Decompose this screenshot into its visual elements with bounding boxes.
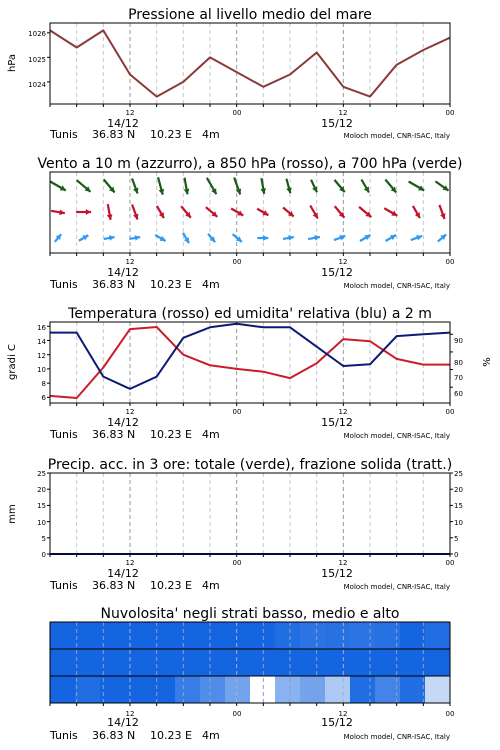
cloud-cell xyxy=(250,622,276,649)
location-name: Tunis xyxy=(50,729,78,742)
x-tick-label: 12 xyxy=(125,258,135,266)
x-tick-label: 00 xyxy=(232,258,242,266)
precipitation-ytick-right: 5 xyxy=(454,535,459,543)
cloud-cover-panel xyxy=(49,606,454,742)
pressure-frame xyxy=(50,23,450,104)
temperature-ytick: 10 xyxy=(37,366,46,374)
cloud-cell xyxy=(225,622,251,649)
wind-panel xyxy=(37,156,462,291)
location-lon: 10.23 E xyxy=(150,729,192,742)
model-credit: Moloch model, CNR-ISAC, Italy xyxy=(343,583,450,591)
precipitation-gridlines xyxy=(50,473,450,557)
location-lat: 36.83 N xyxy=(92,428,136,441)
humidity-ytick: 60 xyxy=(454,390,463,398)
cloud-cell xyxy=(125,649,151,676)
pressure-panel xyxy=(7,7,454,141)
location-elev: 4m xyxy=(202,729,220,742)
cloud-cell xyxy=(300,649,326,676)
precipitation-yticks xyxy=(37,470,463,559)
humidity-ylabel: % xyxy=(482,357,493,367)
wind-arrow-head xyxy=(263,235,268,241)
x-tick-label: 00 xyxy=(232,559,242,567)
location-lon: 10.23 E xyxy=(150,128,192,141)
pressure-gridlines xyxy=(50,23,450,107)
date-label: 15/12 xyxy=(321,567,353,580)
model-credit: Moloch model, CNR-ISAC, Italy xyxy=(343,132,450,140)
temperature-gridlines xyxy=(50,322,450,406)
location-lon: 10.23 E xyxy=(150,428,192,441)
date-label: 15/12 xyxy=(321,416,353,429)
cloud-cell xyxy=(250,676,276,703)
precipitation-xaxis xyxy=(107,559,454,580)
cloud-cell xyxy=(400,649,426,676)
location-name: Tunis xyxy=(50,428,78,441)
temperature-xaxis xyxy=(107,408,454,429)
cloud-cell xyxy=(175,649,201,676)
cloud-cell xyxy=(125,676,151,703)
cloud-cell xyxy=(400,622,426,649)
precipitation-ytick-right: 0 xyxy=(454,551,459,559)
cloud-cell xyxy=(425,676,451,703)
cloud-cell xyxy=(300,622,326,649)
cloud-cell xyxy=(225,649,251,676)
location-elev: 4m xyxy=(202,428,220,441)
cloud-cell xyxy=(275,649,301,676)
precipitation-ytick: 15 xyxy=(37,502,46,510)
location-lat: 36.83 N xyxy=(92,729,136,742)
date-label: 15/12 xyxy=(321,266,353,279)
cloud-cell xyxy=(200,676,226,703)
wind-title: Vento a 10 m (azzurro), a 850 hPa (rosso), a 700 hPa (verde) xyxy=(37,156,463,172)
precipitation-ytick-right: 20 xyxy=(454,486,463,494)
wind-arrows xyxy=(50,177,448,243)
temperature-humidity-panel xyxy=(7,306,493,441)
x-tick-label: 00 xyxy=(445,559,455,567)
cloud-cell xyxy=(75,676,101,703)
cloud-cell xyxy=(275,622,301,649)
location-name: Tunis xyxy=(50,278,78,291)
pressure-line xyxy=(50,30,450,96)
precipitation-panel xyxy=(7,457,463,592)
cloud-cell xyxy=(275,676,301,703)
cloud-cell xyxy=(350,649,376,676)
model-credit: Moloch model, CNR-ISAC, Italy xyxy=(343,733,450,741)
precipitation-frame xyxy=(50,473,450,554)
precipitation-ytick: 10 xyxy=(37,519,46,527)
precipitation-ytick-right: 10 xyxy=(454,519,463,527)
cloud-cell xyxy=(50,622,76,649)
cloud-cell xyxy=(150,649,176,676)
x-tick-label: 12 xyxy=(338,109,348,117)
cloud-cell xyxy=(175,622,201,649)
precipitation-ytick: 20 xyxy=(37,486,46,494)
location-lon: 10.23 E xyxy=(150,579,192,592)
pressure-title: Pressione al livello medio del mare xyxy=(128,7,372,23)
temperature-ytick: 16 xyxy=(37,324,46,332)
model-credit: Moloch model, CNR-ISAC, Italy xyxy=(343,282,450,290)
cloud-cell xyxy=(75,649,101,676)
cloud-cover-cells xyxy=(50,622,451,703)
humidity-ytick: 70 xyxy=(454,374,463,382)
x-tick-label: 12 xyxy=(125,109,135,117)
cloud-cell xyxy=(200,622,226,649)
cloud-cell xyxy=(325,649,351,676)
humidity-ytick: 90 xyxy=(454,337,463,345)
pressure-ytick: 1026 xyxy=(28,30,46,38)
cloud-cell xyxy=(175,676,201,703)
x-tick-label: 00 xyxy=(232,109,242,117)
model-credit: Moloch model, CNR-ISAC, Italy xyxy=(343,432,450,440)
date-label: 14/12 xyxy=(107,716,139,729)
x-tick-label: 00 xyxy=(445,258,455,266)
location-lat: 36.83 N xyxy=(92,579,136,592)
location-elev: 4m xyxy=(202,579,220,592)
pressure-ytick: 1024 xyxy=(28,81,46,89)
cloud-cell xyxy=(400,676,426,703)
temperature-ytick: 6 xyxy=(41,394,46,402)
location-line xyxy=(49,579,450,592)
temperature-line xyxy=(50,327,450,398)
temperature-humidity-series xyxy=(47,324,453,398)
location-line xyxy=(49,278,450,291)
x-tick-label: 00 xyxy=(232,408,242,416)
temperature-ytick: 14 xyxy=(37,338,46,346)
humidity-ytick: 80 xyxy=(454,359,463,367)
temperature-humidity-title: Temperatura (rosso) ed umidita' relativa (blu) a 2 m xyxy=(68,306,432,322)
cloud-cell xyxy=(150,676,176,703)
location-name: Tunis xyxy=(50,579,78,592)
precipitation-ytick-right: 15 xyxy=(454,502,463,510)
date-label: 14/12 xyxy=(107,266,139,279)
cloud-cell xyxy=(325,622,351,649)
cloud-cell xyxy=(350,622,376,649)
temperature-frame xyxy=(50,322,450,403)
x-tick-label: 12 xyxy=(125,559,135,567)
date-label: 14/12 xyxy=(107,117,139,130)
date-label: 15/12 xyxy=(321,716,353,729)
x-tick-label: 00 xyxy=(445,408,455,416)
x-tick-label: 12 xyxy=(338,559,348,567)
pressure-xaxis xyxy=(107,109,454,130)
wind-xaxis xyxy=(107,258,454,279)
cloud-cell xyxy=(50,649,76,676)
x-tick-label: 12 xyxy=(338,710,348,718)
cloud-cell xyxy=(150,622,176,649)
location-elev: 4m xyxy=(202,128,220,141)
x-tick-label: 12 xyxy=(338,258,348,266)
temperature-ytick: 8 xyxy=(41,380,46,388)
location-lat: 36.83 N xyxy=(92,128,136,141)
cloud-cell xyxy=(125,622,151,649)
location-name: Tunis xyxy=(50,128,78,141)
cloud-cell xyxy=(75,622,101,649)
precipitation-ytick: 0 xyxy=(41,551,46,559)
precipitation-title: Precip. acc. in 3 ore: totale (verde), frazione solida (tratt.) xyxy=(47,457,453,473)
cloud-cell xyxy=(325,676,351,703)
cloud-cell xyxy=(425,649,451,676)
temperature-ylabel: gradi C xyxy=(7,344,18,380)
cloud-cover-title: Nuvolosita' negli strati basso, medio e alto xyxy=(100,606,400,622)
cloud-cell xyxy=(250,649,276,676)
wind-arrow-head xyxy=(86,209,91,215)
location-line xyxy=(49,428,450,441)
location-lon: 10.23 E xyxy=(150,278,192,291)
temperature-ytick: 12 xyxy=(37,352,46,360)
location-line xyxy=(49,128,450,141)
pressure-series xyxy=(47,30,450,96)
cloud-cell xyxy=(50,676,76,703)
precipitation-ylabel: mm xyxy=(7,504,18,524)
cloud-cell xyxy=(425,622,451,649)
date-label: 14/12 xyxy=(107,416,139,429)
precipitation-ytick-right: 25 xyxy=(454,470,463,478)
x-tick-label: 00 xyxy=(445,710,455,718)
x-tick-label: 00 xyxy=(445,109,455,117)
date-label: 14/12 xyxy=(107,567,139,580)
location-elev: 4m xyxy=(202,278,220,291)
x-tick-label: 12 xyxy=(125,408,135,416)
location-line xyxy=(49,729,450,742)
pressure-ytick: 1025 xyxy=(28,56,46,64)
cloud-cell xyxy=(350,676,376,703)
cloud-cell xyxy=(200,649,226,676)
x-tick-label: 00 xyxy=(232,710,242,718)
x-tick-label: 12 xyxy=(338,408,348,416)
x-tick-label: 12 xyxy=(125,710,135,718)
cloud-cell xyxy=(225,676,251,703)
date-label: 15/12 xyxy=(321,117,353,130)
location-lat: 36.83 N xyxy=(92,278,136,291)
cloud-cover-xaxis xyxy=(107,710,454,729)
precipitation-ytick: 25 xyxy=(37,470,46,478)
precipitation-series xyxy=(47,473,453,554)
pressure-ylabel: hPa xyxy=(7,53,18,73)
precipitation-ytick: 5 xyxy=(41,535,46,543)
cloud-cell xyxy=(300,676,326,703)
